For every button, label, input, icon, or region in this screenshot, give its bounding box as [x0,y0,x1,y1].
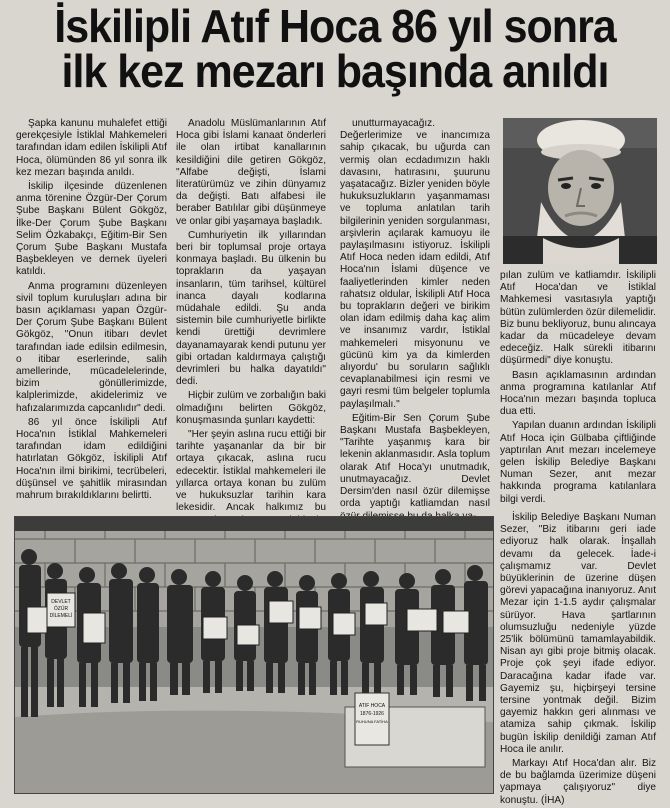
paragraph: 86 yıl önce İskilipli Atıf Hoca'nın İstiklal Mahkemeleri tarafından idam edildiğini hatırlatan Gökgöz, İskilipli Atıf Hoca'nın ilmi birikimi, tecrübeleri, düşünsel ve şahitlik mirasından mahrum bırakıldıklarını belirtti. [16,416,167,502]
article-column-4 [500,270,656,510]
paragraph: unutturmayacağız. Değerlerimize ve inancımıza sahip çıkacak, bu uğurda can vermiş olan ecdadımızın haklı davasını, hatırasını, şuurunu yaşatacağız. Bizler yeniden böyle hukuksuzlukların yaşanmaması ve topluma anlatılan tarih bilgilerinin yeniden sorgulanması, arşivlerin açılarak kamuoyu ile paylaşılmasını istiyoruz. İskilipli Atıf Hoca neden idam edildi, Atıf Hoca'nın İslami düşence ve faaliyetlerinden kimler neden rahatsız oldular, İskilipli Atıf Hoca bu toprakların değeri ve birikim olan idam edilmiş daha kaç alim ve insanımız vardır, İstiklal mahkemeleri misyonunu ve gücünü kim ya da kimlerden alıyordu' bu soruların sağlıklı cevaplanabilmesi için resmi ve gayri resmi tüm belgeler toplumla paylaşılmalı." [340,118,490,410]
paragraph: Cumhuriyetin ilk yıllarından beri bir toplumsal proje ortaya konmaya başladı. Bu ülkenin bu toprakların da yaşayan insanların, tüm tarihsel, kültürel inanca dayalı kodlarına müdahale edildi. Şu anda sistemin bile cumhuriyetle birlikte kendi ürettiği devrimlere dayanamayarak kendi putunu yer gibi ortadan kaldırmaya çalıştığı devrimleri bu halka dayatıldı" dedi. [176,229,326,388]
paragraph: İskilip ilçesinde düzenlenen anma törenine Özgür-Der Çorum Şube Başkanı Bülent Gökgöz, İlke-Der Çorum Şube Başkanı Selim Özkabakçı, Eğitim-Bir Sen Çorum Şube Başkanı Mustafa Başbekleyen ve dernek üyeleri katıldı. [16,181,167,278]
paragraph: Şapka kanunu muhalefet ettiği gerekçesiyle İstiklal Mahkemeleri tarafından idam edilen İskilipli Atıf Hoca, ölümünden 86 yıl sonra ilk kez mezarı başında anıldı. [16,118,167,178]
paragraph: Eğitim-Bir Sen Çorum Şube Başkanı Mustafa Başbekleyen, "Tarihte yaşanmış kara bir lekenin aklanmasıdır. Asla toplum olarak Atıf Hoca'yı unutmadık, unutmayacağız. Devlet Dersim'den nasıl özür dilemişse orda yaptığı katliamdan nasıl [340,412,490,510]
article-column-2 [176,118,326,514]
paragraph: Anadolu Müslümanlarının Atıf Hoca gibi İslami kanaat önderleri ile olan irtibat kanallarının kesildiğini dile getiren Gökgöz, "Alfabe değişti, İslami literatürümüz ve zihin dünyamız da değişti. Batı alfabesi ile beraber Batılılar gibi düşünmeye ve onlar gibi yaşamaya başladık. [176,118,326,227]
placard-text: DEVLET [51,599,71,605]
paragraph: "Her şeyin aslına rucu ettiği bir tarihte yaşananlar da bir bir ortaya çıkacak, aslına rucu edecektir. İstiklal mahkemeleri ile yıllarca ortaya konan bu zulüm ve hukuksuzlar tarihin kara lekesidir. Ancak halkımız bu [176,429,326,514]
portrait-illustration [503,118,657,264]
grave-text: RUHUNA FATİHA [356,719,388,724]
paragraph: Basın açıklamasının ardından anma programına katılanlar Atıf Hoca'nın mezarı başında topluca dua etti. [500,369,656,418]
paragraph: Markayı Atıf Hoca'dan alır. Biz de bu bağlamda üzerimize düşeni yapmaya çalışıyoruz" diye konuştu. (İHA) [500,758,656,806]
headline [0,1,670,98]
article-column-1 [16,118,167,510]
headline-line-1: İskilipli Atıf Hoca 86 yıl sonra [54,1,616,53]
paragraph: Hiçbir zulüm ve zorbalığın baki olmadığını belirten Gökgöz, konuşmasında şunları kaydetti: [176,390,326,426]
portrait-photo [503,118,657,264]
grave-text: 1876-1926 [360,711,384,717]
paragraph: Anma programını düzenleyen sivil toplum kuruluşları adına bir basın açıklaması yapan Özgür-Der Çorum Şube Başkanı Bülent Gökgöz, "Onun itibarı devlet tarafından iade edilsin edilmesin, o itibar eserlerinde, salih amellerinde, mücadelelerinde, bizim gönüllerimizde, kalplerimizde, akidelerimiz ve hafızalarımızda capcanlıdır" dedi. [16,280,167,414]
group-photo-illustration [15,517,493,793]
headline-line-2: ilk kez mezarı başında anıldı [61,46,609,98]
paragraph: İskilip Belediye Başkanı Numan Sezer, "Biz itibarını geri iade ediyoruz halk olarak. İnşallah devamı da gelecek. İade-i çalışmamız var. Devlet büyüklerinin de üzerine düşen görevi yapacağına inanıyoruz. Anıt Mezar için 1-1.5 aydır çalışmalar sürüyor. Hava şartlarının olumsuzluğu nedeniyle yüzde 25'lik bölümünü tamamlayabildik. Nisan ayı gibi proje bitmiş olacak. Proje çok şeyi ifade ediyor. Daracağına kadar ifade var. Gayemiz şu, hiçbirşeyi tersine tersine yontmak değil. Bizim gayemiz hakkın geri alınması ve atamiza sahip çıkmak. İskilip bugün İskilip denildiği zaman Atıf Hoca ile anılır. [500,512,656,755]
paragraph: Yapılan duanın ardından İskilipli Atıf Hoca için Gülbaba çiftliğinde yaptırılan Anıt mezarı incelemeye gelen İskilip Belediye Başkanı Numan Sezer, anıt mezar hakkında programa katılanlara bilgi verdi. [500,420,656,505]
article-column-3 [340,118,490,510]
grave-text: ATIF HOCA [358,703,386,709]
placard-text: ÖZÜR [53,606,69,612]
article-column-4-continued [500,512,656,806]
paragraph: pılan zulüm ve katliamdır. İskilipli Atıf Hoca'dan ve İstiklal Mahkemesi vasıtasıyla yaptığı bütün zulümlerden özür dilemelidir. Biz bunu bekliyoruz, bunu alıncaya kadar da mücadeleye devam edeceğiz. Halk sürekli itibarını düşürmedi" diye konuştu. [500,270,656,367]
placard-text: DİLEMELİ [49,613,73,619]
group-photo [14,516,494,794]
